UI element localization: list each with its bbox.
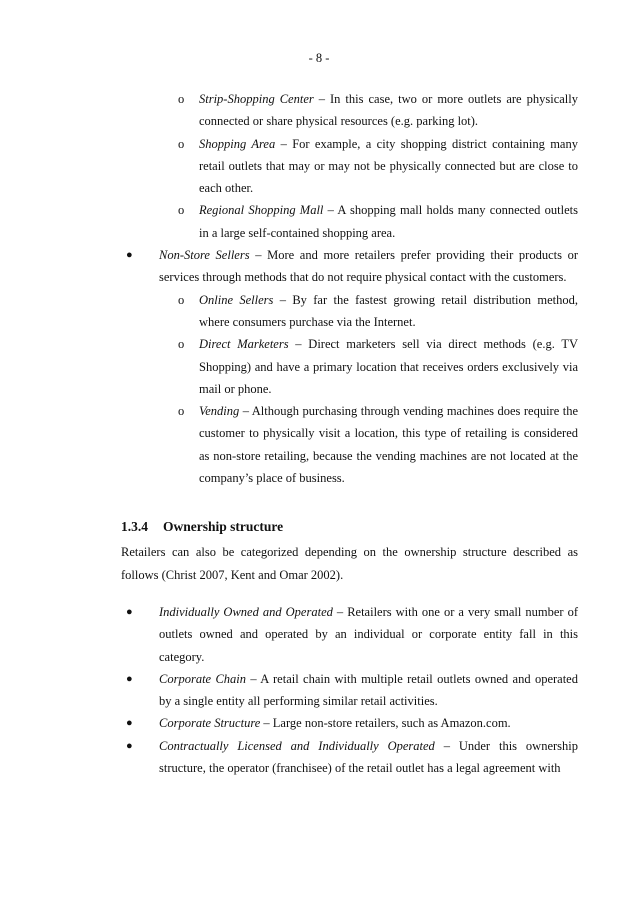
list-item-corporate-structure [126, 712, 578, 734]
item-description: – By far the fastest growing retail distribution method, where consumers purchase via the Internet. [199, 292, 578, 329]
item-term: Shopping Area [199, 136, 276, 151]
list-item-direct-marketers [178, 333, 578, 400]
item-term: Contractually Licensed and Individually Operated [159, 738, 435, 753]
sub-bullet-marker: o [178, 292, 185, 307]
item-term: Non-Store Sellers [159, 248, 250, 263]
bullet-marker: ● [126, 605, 133, 618]
item-term: Direct Marketers [199, 337, 289, 352]
bullet-marker: ● [126, 249, 133, 262]
item-term: Regional Shopping Mall [199, 203, 324, 218]
item-term: Individually Owned and Operated [159, 604, 333, 619]
sub-bullet-marker: o [178, 136, 185, 151]
list-item-individually-owned [126, 601, 578, 668]
list-item-shopping-area [178, 133, 578, 200]
section-heading [121, 516, 578, 538]
sub-bullet-marker: o [178, 404, 185, 419]
item-term: Online Sellers [199, 292, 274, 307]
sub-bullet-marker: o [178, 337, 185, 352]
item-term: Corporate Structure [159, 716, 261, 731]
item-description: – Under this ownership structure, the operator (franchisee) of the retail outlet has a legal agreement with [159, 738, 579, 776]
list-item-regional-shopping-mall [178, 199, 578, 244]
section-title: Ownership structure [163, 519, 284, 535]
item-description: – Large non-store retailers, such as Amazon.com. [260, 716, 511, 731]
item-description: – Retailers with one or a very small number of outlets owned and operated by an individual or corporate entity fall in this category. [159, 604, 578, 664]
list-item-non-store-sellers [126, 244, 578, 289]
bullet-marker: ● [126, 672, 133, 685]
sub-bullet-marker: o [178, 203, 185, 218]
page-number: - 8 - [308, 51, 330, 65]
list-item-vending [178, 400, 578, 489]
page-content [121, 88, 578, 779]
section-number: 1.3.4 [121, 519, 148, 535]
bullet-marker: ● [126, 739, 133, 752]
item-term: Strip-Shopping Center [199, 92, 314, 106]
item-description: – More and more retailers prefer providing their products or services through methods that do not require physical contact with the customers. [159, 248, 578, 285]
item-description: – For example, a city shopping district containing many retail outlets that may or may not be physically connected but are close to each other. [199, 136, 578, 196]
item-term: Corporate Chain [159, 671, 247, 686]
item-description: – A shopping mall holds many connected outlets in a large self-contained shopping area. [199, 203, 578, 240]
section-intro-paragraph: Retailers can also be categorized depending on the ownership structure described as follows (Christ 2007, Kent and Omar 2002). [121, 545, 578, 582]
bullet-marker: ● [126, 717, 133, 730]
list-item-contractually-licensed [126, 735, 579, 780]
item-description: – Although purchasing through vending machines does require the customer to physically visit a location, this type of retailing is considered as non-store retailing, because the vending machines are not located at the company’s place of business. [199, 404, 578, 486]
list-item-online-sellers [178, 289, 578, 334]
item-description: – In this case, two or more outlets are physically connected or share physical resources (e.g. parking lot). [199, 92, 578, 129]
sub-bullet-marker: o [178, 92, 185, 106]
item-description: – Direct marketers sell via direct methods (e.g. TV Shopping) and have a primary location that receives orders exclusively via mail or phone. [199, 337, 578, 396]
item-description: – A retail chain with multiple retail outlets owned and operated by a single entity all performing similar retail activities. [159, 671, 578, 709]
list-item-corporate-chain [126, 668, 578, 713]
list-item-strip-shopping-center [178, 88, 578, 133]
item-term: Vending [199, 404, 240, 419]
